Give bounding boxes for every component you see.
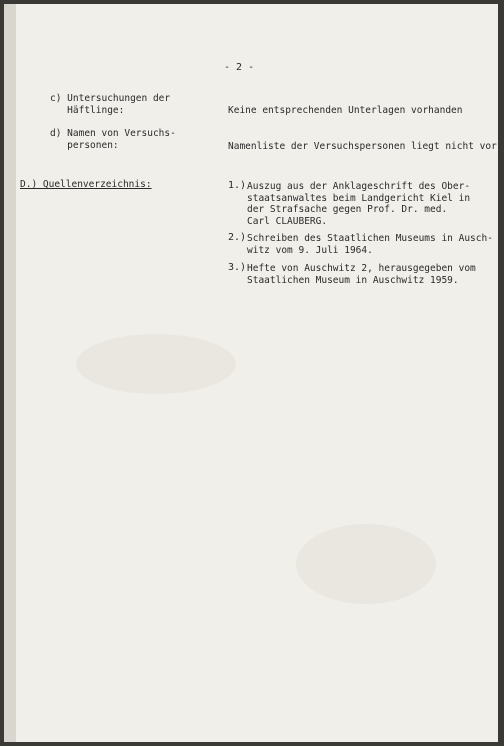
page-number: - 2 - — [224, 62, 255, 73]
paper-stain — [296, 524, 436, 604]
source-text-3: Hefte von Auschwitz 2, herausgegeben vom Staatlichen Museum in Auschwitz 1959. — [247, 263, 476, 286]
document-page — [4, 4, 498, 742]
paper-stain — [76, 334, 236, 394]
source-number-3: 3.) — [228, 262, 247, 273]
source-number-2: 2.) — [228, 232, 247, 243]
item-value-d: Namenliste der Versuchspersonen liegt nicht vor — [228, 141, 497, 152]
item-label-d: d) Namen von Versuchs- personen: — [50, 128, 176, 151]
source-number-1: 1.) — [228, 180, 247, 191]
item-value-c: Keine entsprechenden Unterlagen vorhanden — [228, 105, 463, 116]
source-text-1: Auszug aus der Anklageschrift des Ober- staatsanwaltes beim Landgericht Kiel in der Strafsache gegen Prof. Dr. med. Carl CLAUBERG. — [247, 181, 471, 227]
item-label-c: c) Untersuchungen der Häftlinge: — [50, 93, 171, 116]
section-d-heading: D.) Quellenverzeichnis: — [20, 179, 152, 190]
source-text-2: Schreiben des Staatlichen Museums in Ausch- witz vom 9. Juli 1964. — [247, 233, 493, 256]
